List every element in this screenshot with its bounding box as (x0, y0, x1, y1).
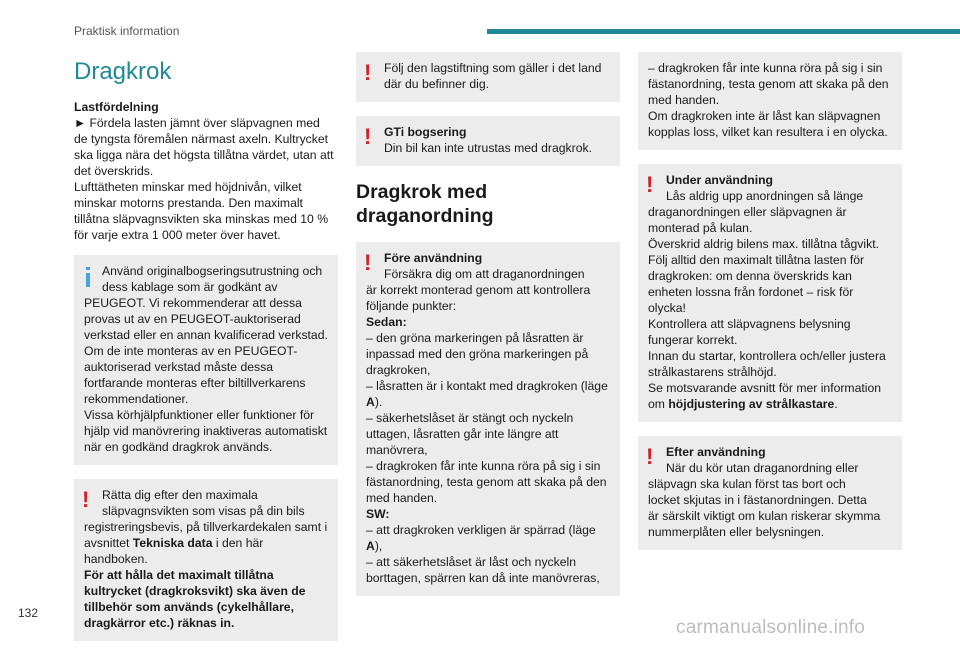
warning-box-after-use (638, 436, 902, 550)
text-line: där du befinner dig. (384, 77, 490, 91)
text-line: Lufttätheten minskar med höjdnivån, vilket (74, 180, 302, 194)
text-line: fästanordning, testa genom att skaka på den (648, 77, 889, 91)
text-line: – låsratten är i kontakt med dragkroken (läge (366, 379, 608, 393)
section-subtitle: Dragkrok med draganordning (356, 181, 494, 227)
text-line: Lås aldrig upp anordningen så länge (666, 189, 864, 203)
sw-label: SW: (366, 507, 390, 521)
warning-box-during-use (638, 164, 902, 422)
text-line: med handen. (366, 491, 438, 505)
text-line: – dragkroken får inte kunna röra på sig i sin (648, 61, 883, 75)
text-line: monterad på kulan. (648, 221, 753, 235)
text-line: Försäkra dig om att draganordningen (384, 267, 585, 281)
gti-heading: GTi bogsering (384, 125, 467, 139)
column-1 (74, 52, 338, 655)
warning-icon: ! (364, 250, 372, 275)
text-line: verkstad eller en annan kvalificerad verkstad. (84, 328, 328, 342)
text-line: dragkroken, (366, 363, 431, 377)
text-line: Kontrollera att släpvagnens belysning (648, 317, 851, 331)
warning-box-before-use (356, 242, 620, 596)
text-line: – den gröna markeringen på låsratten är (366, 331, 584, 345)
bold-line: tillbehör som används (cykelhållare, (84, 600, 294, 614)
sedan-label: Sedan: (366, 315, 407, 329)
text-line: nummerplåten eller belysningen. (648, 525, 825, 539)
text-line: Följ alltid den maximalt tillåtna lasten för (648, 253, 865, 267)
text-line: – att dragkroken verkligen är spärrad (läge (366, 523, 596, 537)
section-accent-bar (487, 29, 960, 34)
watermark: carmanualsonline.info (676, 617, 866, 638)
warning-box-max-weight (74, 479, 338, 641)
warning-box-legislation (356, 52, 620, 102)
text-line: inpassad med den gröna markeringen på (366, 347, 589, 361)
text-line: när en godkänd dragkrok används. (84, 440, 273, 454)
text-line: ska ligga nära det högsta tillåtna värdet, utan att (74, 148, 334, 162)
text-line: fortfarande monteras efter biltillverkarens (84, 376, 306, 390)
bold-line: dragkärror etc.) räknas in. (84, 616, 235, 630)
text-line: ► Fördela lasten jämnt över släpvagnen med (74, 116, 320, 130)
text-line: Din bil kan inte utrustas med dragkrok. (384, 141, 592, 155)
page-number: 132 (18, 606, 39, 620)
after-heading: Efter användning (666, 445, 766, 459)
column-2 (356, 52, 620, 610)
text-line: Om de inte monteras av en PEUGEOT- (84, 344, 298, 358)
text-line: A), (366, 539, 383, 553)
info-icon (82, 265, 96, 291)
before-heading: Före användning (384, 251, 483, 265)
text-line: tillåtna släpvagnsvikten ska minskas med 10 % (74, 212, 329, 226)
text-line: provas ut av en PEUGEOT-auktoriserad (84, 312, 301, 326)
text-line: Använd originalbogseringsutrustning och (102, 264, 323, 278)
text-line: uttagen, låsratten går inte längre att (366, 427, 559, 441)
text-line: följande punkter: (366, 299, 457, 313)
text-line: Vissa körhjälpfunktioner eller funktioner för (84, 408, 315, 422)
bold-line: För att hålla det maximalt tillåtna (84, 568, 274, 582)
text-line: Om dragkroken inte är låst kan släpvagnen (648, 109, 881, 123)
during-heading: Under användning (666, 173, 773, 187)
text-line: med handen. (648, 93, 720, 107)
text-line: släpvagn ska kulan först tas bort och (648, 477, 846, 491)
text-line: Innan du startar, kontrollera och/eller justera (648, 349, 886, 363)
text-line: enheten lossna från fordonet – risk för olycka! (648, 285, 854, 315)
technical-data-ref: Tekniska data (132, 536, 213, 550)
text-line: dragkroken: om denna överskrids kan (648, 269, 852, 283)
info-box (74, 255, 338, 465)
text-line: avsnittet Tekniska data i den här handboken. (84, 536, 264, 566)
section-label: Praktisk information (74, 24, 180, 38)
text-line: för varje extra 1 000 meter över havet. (74, 228, 281, 242)
text-line: PEUGEOT. Vi rekommenderar att dessa (84, 296, 302, 310)
text-line: släpvagnsvikten som visas på din bils (102, 504, 305, 518)
text-line: det överskrids. (74, 164, 154, 178)
warning-icon: ! (364, 60, 372, 85)
text-line: – säkerhetslåset är stängt och nyckeln (366, 411, 574, 425)
text-line: är särskilt viktigt om kulan riskerar skymma (648, 509, 881, 523)
text-line: – att säkerhetslåset är låst och nyckeln (366, 555, 577, 569)
text-line: Se motsvarande avsnitt för mer information (648, 381, 882, 395)
text-line: fästanordning, testa genom att skaka på den (366, 475, 607, 489)
text-line: är korrekt monterad genom att kontrollera (366, 283, 591, 297)
load-distribution-section (74, 99, 338, 243)
text-line: manövrera, (366, 443, 428, 457)
text-line: hjälp vid manövrering inaktiveras automatiskt (84, 424, 328, 438)
headlamp-adjustment-ref: höjdjustering av strålkastare (668, 397, 835, 411)
page-title: Dragkrok (74, 58, 172, 85)
warning-box-gti (356, 116, 620, 166)
warning-icon: ! (646, 172, 654, 197)
text-line: minskar motorns prestanda. Den maximalt (74, 196, 303, 210)
text-line: dess kablage som är godkänt av (102, 280, 278, 294)
warning-icon: ! (364, 124, 372, 149)
text-line: om höjdjustering av strålkastare. (648, 397, 838, 411)
text-line: draganordningen eller släpvagnen är (648, 205, 847, 219)
text-line: A). (366, 395, 383, 409)
text-line: När du kör utan draganordning eller (666, 461, 859, 475)
text-line: rekommendationer. (84, 392, 189, 406)
warning-box-continued (638, 52, 902, 150)
text-line: fungerar korrekt. (648, 333, 738, 347)
warning-icon: ! (82, 487, 90, 512)
text-line: de tyngsta föremålen närmast axeln. Kultrycket (74, 132, 329, 146)
text-line: strålkastarens strålhöjd. (648, 365, 777, 379)
warning-icon: ! (646, 444, 654, 469)
text-line: Överskrid aldrig bilens max. tillåtna tågvikt. (648, 237, 879, 251)
bold-line: kultrycket (dragkroksvikt) ska även de (84, 584, 306, 598)
text-line: auktoriserad verkstad måste dessa (84, 360, 273, 374)
text-line: borttagen, spärren kan då inte manövreras, (366, 571, 600, 585)
text-line: kopplas loss, vilket kan resultera i en olycka. (648, 125, 888, 139)
text-line: – dragkroken får inte kunna röra på sig i sin (366, 459, 601, 473)
text-line: Rätta dig efter den maximala (102, 488, 258, 502)
column-3 (638, 52, 902, 564)
load-heading: Lastfördelning (74, 100, 159, 114)
text-line: registreringsbevis, på tillverkardekalen samt i (84, 520, 328, 534)
text-line: locket skjutas in i fästanordningen. Detta (648, 493, 867, 507)
text-line: Följ den lagstiftning som gäller i det land (384, 61, 602, 75)
